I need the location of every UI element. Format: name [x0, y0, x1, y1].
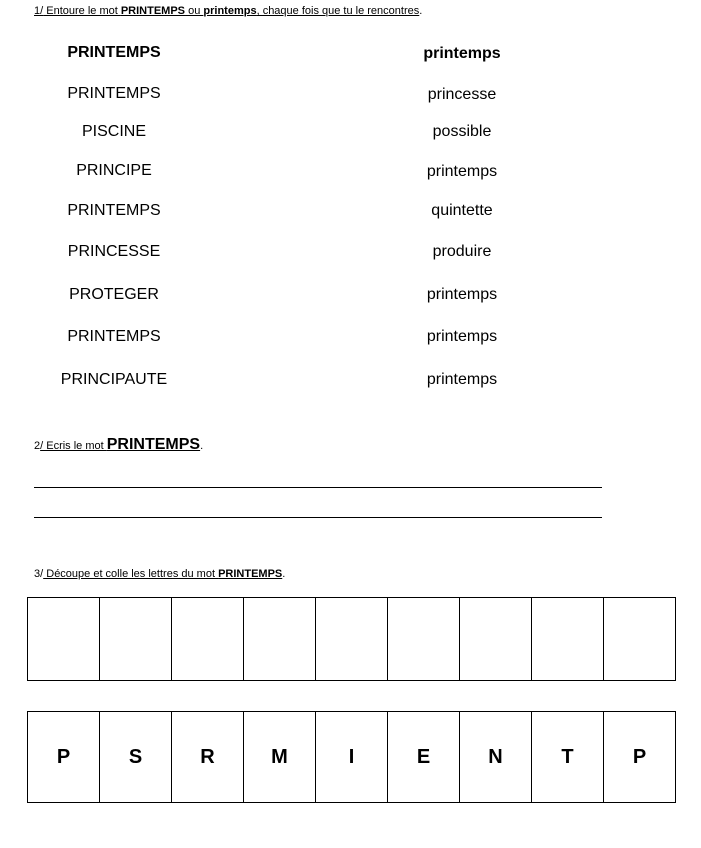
right-column-header: printemps	[423, 45, 501, 62]
right-word: possible	[432, 123, 492, 140]
left-word: PRINTEMPS	[67, 328, 161, 345]
left-word: PRINCESSE	[67, 243, 161, 260]
right-word: printemps	[426, 371, 498, 388]
letter-cell[interactable]: P	[604, 711, 676, 803]
left-word: PISCINE	[81, 123, 146, 140]
exercise-1-number: 1/	[34, 5, 44, 17]
writing-line[interactable]	[34, 517, 602, 518]
left-word: PRINCIPE	[76, 162, 152, 179]
word-lower: printemps	[203, 5, 257, 17]
paste-cell[interactable]	[100, 597, 172, 681]
letter-cell[interactable]: P	[28, 711, 100, 803]
letter-cell[interactable]: N	[460, 711, 532, 803]
letter-cell[interactable]: I	[316, 711, 388, 803]
exercise-2-number: 2	[34, 440, 41, 452]
left-column-header: PRINTEMPS	[67, 44, 161, 61]
right-word: princesse	[427, 86, 497, 103]
exercise-3-number: 3/	[34, 568, 44, 580]
exercise-3-word: PRINTEMPS	[218, 568, 283, 580]
right-word: printemps	[426, 163, 498, 180]
paste-cell[interactable]	[532, 597, 604, 681]
right-word: produire	[432, 243, 492, 260]
letter-grid	[27, 711, 676, 803]
paste-cell[interactable]	[316, 597, 388, 681]
exercise-2-word: PRINTEMPS	[106, 436, 201, 453]
word-upper: PRINTEMPS	[120, 5, 186, 17]
letter-cell[interactable]: E	[388, 711, 460, 803]
left-word: PRINCIPAUTE	[60, 371, 168, 388]
paste-cell[interactable]	[388, 597, 460, 681]
left-word: PRINTEMPS	[67, 85, 161, 102]
letter-cell[interactable]: T	[532, 711, 604, 803]
left-word: PROTEGER	[69, 286, 159, 303]
letter-cell[interactable]: M	[244, 711, 316, 803]
paste-cell[interactable]	[172, 597, 244, 681]
paste-grid	[27, 597, 676, 681]
right-word: printemps	[426, 328, 498, 345]
letter-cell[interactable]: S	[100, 711, 172, 803]
paste-cell[interactable]	[28, 597, 100, 681]
writing-line[interactable]	[34, 487, 602, 488]
paste-cell[interactable]	[244, 597, 316, 681]
exercise-2-instruction: 2/ Ecris le mot PRINTEMPS.	[34, 436, 204, 453]
paste-cell[interactable]	[460, 597, 532, 681]
exercise-3-instruction: 3/ Découpe et colle les lettres du mot PRINTEMPS.	[34, 568, 286, 580]
exercise-1-instruction: 1/ Entoure le mot PRINTEMPS ou printemps, chaque fois que tu le rencontres.	[34, 5, 423, 17]
letter-cell[interactable]: R	[172, 711, 244, 803]
paste-cell[interactable]	[604, 597, 676, 681]
right-word: quintette	[431, 202, 493, 219]
right-word: printemps	[426, 286, 498, 303]
left-word: PRINTEMPS	[67, 202, 161, 219]
